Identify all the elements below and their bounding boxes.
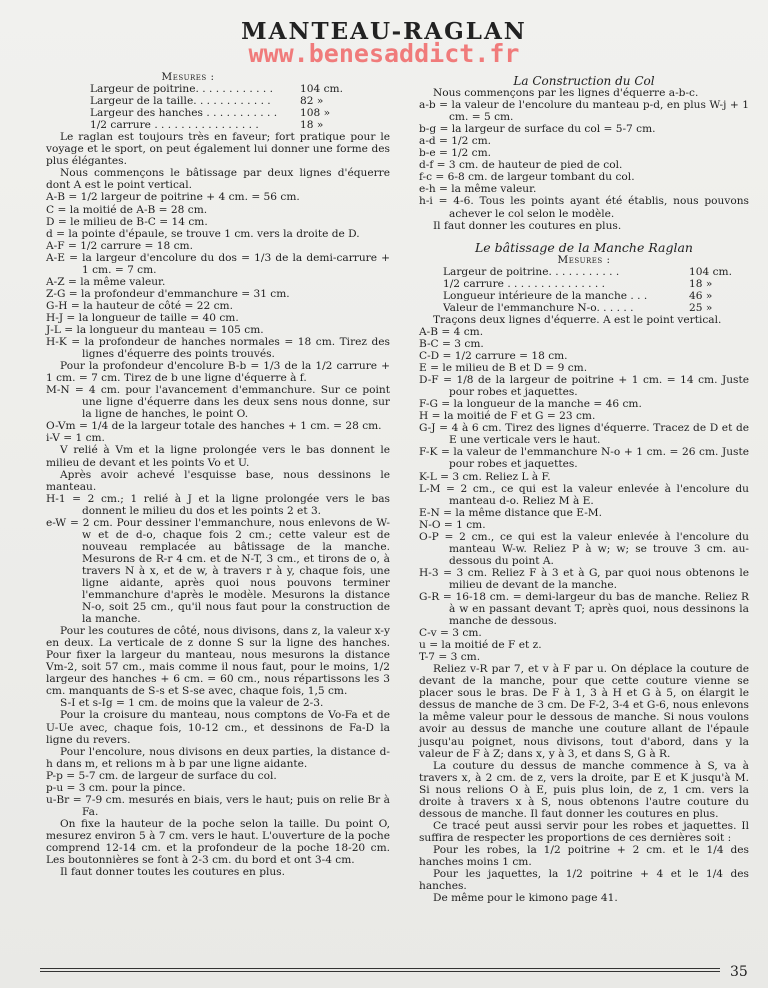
paragraph: Pour les coutures de côté, nous divisons, dans z, la valeur x-y en deux. La verticale de z donne S sur la ligne des hanches. Pour fixer la largeur du manteau, nous mesurons la distance Vm-2, soit 57 cm., mais comme il nous faut, pour le moins, 1/2 largeur des hanches + 6 cm. = 60 cm., nous répartissons les 3 cm. manquants de S-s et S-se avec, chaque fois, 1,5 cm. (46, 625, 390, 698)
paragraph: e-h = la même valeur. (419, 183, 537, 196)
paragraph: N-O = 1 cm. (419, 518, 486, 531)
measurement-value: 104 cm. (689, 265, 732, 278)
paragraph: A-Z = la même valeur. (46, 275, 166, 288)
measurement-value: 18 » (300, 119, 324, 132)
paragraph: H-3 = 3 cm. Reliez F à 3 et à G, par quoi nous obtenons le milieu de devant de la manche. (419, 566, 749, 591)
col-paragraphs (419, 87, 749, 232)
paragraph: H = la moitié de F et G = 23 cm. (419, 410, 596, 423)
paragraph: p-u = 3 cm. pour la pince. (46, 781, 186, 794)
paragraph: C-D = 1/2 carrure = 18 cm. (419, 350, 568, 363)
paragraph: A-F = 1/2 carrure = 18 cm. (46, 239, 193, 252)
paragraph: O-Vm = 1/4 de la largeur totale des hanches + 1 cm. = 28 cm. (46, 420, 382, 433)
measurement-row (90, 95, 360, 107)
paragraph: G-H = la hauteur de côté = 22 cm. (46, 299, 233, 312)
paragraph: Après avoir achevé l'esquisse base, nous dessinons le manteau. (46, 468, 390, 493)
measurement-row (90, 83, 360, 95)
paragraph: B-C = 3 cm. (419, 337, 484, 350)
paragraph: F-K = la valeur de l'emmanchure N-o + 1 cm. = 26 cm. Juste pour robes et jaquettes. (419, 446, 749, 471)
paragraph: Reliez v-R par 7, et v à F par u. On déplace la couture de devant de la manche, pour que cette couture vienne se placer sous le bras. De F à 1, 3 à H et G à 5, on élargit le dessus de manche de 3 cm. De F-2, 3-4 et G-6, nous enlevons la même valeur pour le dessous de manche. Si nous voulons avoir au dessus de manche une couture allant de l'épaule jusqu'au poignet, nous divisons, tout d'abord, dans y la valeur de F à Z; dans x, y à 3, et dans S, G à R. (419, 663, 749, 760)
measurement-label: Largeur de poitrine. . . . . . . . . . . . (90, 83, 273, 96)
paragraph: Ce tracé peut aussi servir pour les robes et jaquettes. Il suffira de respecter les proportions de ces dernières soit : (419, 819, 749, 844)
paragraph: u-Br = 7-9 cm. mesurés en biais, vers le haut; puis on relie Br à Fa. (46, 793, 390, 818)
paragraph: Traçons deux lignes d'équerre. A est le point vertical. (433, 313, 722, 326)
measurement-label: Longueur intérieure de la manche . . . (443, 289, 648, 302)
paragraph: Il faut donner les coutures en plus. (433, 219, 622, 232)
paragraph: i-V = 1 cm. (46, 432, 105, 445)
paragraph: La couture du dessus de manche commence à S, va à travers x, à 2 cm. de z, vers la droite, par E et K jusqu'à M. Si nous relions O à E, puis plus loin, de z, 1 cm. vers la droite à travers x à S, nous obtenons l'autre couture du dessous de manche. Il faut donner les coutures en plus. (419, 759, 749, 820)
paragraph: e-W = 2 cm. Pour dessiner l'emmanchure, nous enlevons de W-w et de d-o, chaque fois 2 cm.; cette valeur est de nouveau remplacée au bâtissage de la manche. Mesurons de R-r 4 cm. et de N-T, 3 cm., et tirons de o, à travers N à x, et de w, à travers r à y, chaque fois, une ligne aidante, après quoi nous pouvons terminer l'emmanchure d'après le modèle. Mesurons la distance N-o, soit 25 cm., qu'il nous faut pour la construction de la manche. (46, 516, 390, 626)
measurement-value: 25 » (689, 301, 713, 314)
paragraph: C = la moitié de A-B = 28 cm. (46, 203, 208, 216)
paragraph: Z-G = la profondeur d'emmanchure = 31 cm. (46, 287, 290, 300)
paragraph: G-J = 4 à 6 cm. Tirez des lignes d'équerre. Tracez de D et de E une verticale vers le haut. (419, 422, 749, 447)
measurement-label: Largeur des hanches . . . . . . . . . . . (90, 107, 278, 120)
paragraph: Pour l'encolure, nous divisons en deux parties, la distance d-h dans m, et relions m à b par une ligne aidante. (46, 745, 390, 770)
paragraph: Pour les robes, la 1/2 poitrine + 2 cm. et le 1/4 des hanches moins 1 cm. (419, 843, 749, 868)
paragraph: H-J = la longueur de taille = 40 cm. (46, 311, 239, 324)
paragraph: h-i = 4-6. Tous les points ayant été établis, nous pouvons achever le col selon le modèle. (419, 195, 749, 220)
paragraph: C-v = 3 cm. (419, 627, 482, 640)
paragraph: a-d = 1/2 cm. (419, 135, 492, 148)
measurement-row (90, 107, 360, 119)
paragraph: T-7 = 3 cm. (419, 651, 481, 664)
manche-paragraphs (419, 314, 749, 904)
paragraph: G-R = 16-18 cm. = demi-largeur du bas de manche. Reliez R à w en passant devant T; après quoi, nous dessinons la manche de dessous. (419, 590, 749, 628)
paragraph: M-N = 4 cm. pour l'avancement d'emmanchure. Sur ce point une ligne d'équerre dans les deux sens nous donne, sur la ligne de hanches, le point O. (46, 384, 390, 421)
col-heading: La Construction du Col (513, 74, 655, 88)
measurement-row (443, 290, 749, 302)
measurement-row (443, 302, 749, 314)
page-number: 35 (730, 964, 748, 980)
left-paragraphs (46, 131, 390, 878)
paragraph: d-f = 3 cm. de hauteur de pied de col. (419, 159, 623, 172)
paragraph: Nous commençons le bâtissage par deux lignes d'équerre dont A est le point vertical. (46, 167, 390, 192)
paragraph: D-F = 1/8 de la largeur de poitrine + 1 cm. = 14 cm. Juste pour robes et jaquettes. (419, 374, 749, 399)
measurement-label: 1/2 carrure . . . . . . . . . . . . . . . (443, 277, 605, 290)
manche-heading: Le bâtissage de la Manche Raglan (475, 239, 693, 255)
footer-rule (40, 968, 720, 969)
measurement-value: 82 » (300, 95, 324, 108)
left-column (46, 71, 390, 878)
measurement-label: 1/2 carrure . . . . . . . . . . . . . . . . (90, 119, 259, 132)
paragraph: u = la moitié de F et z. (419, 639, 542, 652)
left-mesures-list (46, 83, 390, 131)
paragraph: H-K = la profondeur de hanches normales = 18 cm. Tirez des lignes d'équerre des points trouvés. (46, 336, 390, 361)
paragraph: E-N = la même distance que E-M. (419, 506, 602, 519)
paragraph: Il faut donner toutes les coutures en plus. (60, 866, 285, 879)
measurement-row (90, 119, 360, 131)
paragraph: Pour les jaquettes, la 1/2 poitrine + 4 et le 1/4 des hanches. (419, 868, 749, 893)
right-mesures-list (419, 266, 749, 314)
paragraph: E = le milieu de B et D = 9 cm. (419, 362, 588, 375)
paragraph: J-L = la longueur du manteau = 105 cm. (46, 323, 264, 336)
paragraph: Pour la profondeur d'encolure B-b = 1/3 de la 1/2 carrure + 1 cm. = 7 cm. Tirez de b une ligne d'équerre à f. (46, 360, 390, 385)
paragraph: K-L = 3 cm. Reliez L à F. (419, 470, 551, 483)
left-mesures-heading: Mesures : (161, 71, 215, 83)
paragraph: D = le milieu de B-C = 14 cm. (46, 215, 208, 228)
paragraph: a-b = la valeur de l'encolure du manteau p-d, en plus W-j + 1 cm. = 5 cm. (419, 99, 749, 124)
measurement-label: Largeur de poitrine. . . . . . . . . . . (443, 265, 620, 278)
paragraph: O-P = 2 cm., ce qui est la valeur enlevée à l'encolure du manteau W-w. Reliez P à w; w; se trouve 3 cm. au-dessous du point A. (419, 530, 749, 567)
measurement-value: 108 » (300, 107, 331, 120)
right-mesures-heading: Mesures : (557, 253, 611, 266)
paragraph: A-B = 4 cm. (419, 325, 484, 338)
paragraph: A-B = 1/2 largeur de poitrine + 4 cm. = 56 cm. (46, 191, 300, 204)
measurement-label: Largeur de la taille. . . . . . . . . . . . (90, 95, 271, 108)
paragraph: H-1 = 2 cm.; 1 relié à J et la ligne prolongée vers le bas donnent le milieu du dos et les points 2 et 3. (46, 492, 390, 517)
paragraph: On fixe la hauteur de la poche selon la taille. Du point O, mesurez environ 5 à 7 cm. vers le haut. L'ouverture de la poche comprend 12-14 cm. et la profondeur de la poche 18-20 cm. Les boutonnières se font à 2-3 cm. du bord et ont 3-4 cm. (46, 817, 390, 867)
paragraph: d = la pointe d'épaule, se trouve 1 cm. vers la droite de D. (46, 227, 360, 240)
page-title: MANTEAU-RAGLAN (241, 18, 527, 45)
footer-rule-2 (40, 971, 720, 972)
paragraph: V relié à Vm et la ligne prolongée vers le bas donnent le milieu de devant et les points Vo et U. (46, 444, 390, 469)
measurement-row (443, 278, 749, 290)
right-column (419, 71, 749, 904)
measurement-row (443, 266, 749, 278)
paragraph: S-I et s-Ig = 1 cm. de moins que la valeur de 2-3. (60, 697, 324, 710)
paragraph: f-c = 6-8 cm. de largeur tombant du col. (419, 171, 635, 184)
measurement-value: 104 cm. (300, 83, 343, 96)
paragraph: De même pour le kimono page 41. (433, 892, 618, 905)
measurement-value: 46 » (689, 289, 713, 302)
paragraph: A-E = la largeur d'encolure du dos = 1/3 de la demi-carrure + 1 cm. = 7 cm. (46, 251, 390, 276)
paragraph: Le raglan est toujours très en faveur; fort pratique pour le voyage et le sport, on peut également lui donner une forme des plus élégantes. (46, 131, 390, 168)
measurement-value: 18 » (689, 277, 713, 290)
paragraph: P-p = 5-7 cm. de largeur de surface du col. (46, 769, 277, 782)
measurement-label: Valeur de l'emmanchure N-o. . . . . . (443, 301, 634, 314)
paragraph: b-e = 1/2 cm. (419, 147, 492, 160)
paragraph: Pour la croisure du manteau, nous comptons de Vo-Fa et de U-Ue avec, chaque fois, 10-12 cm., et dessinons de Fa-D la ligne du revers. (46, 709, 390, 746)
paragraph: L-M = 2 cm., ce qui est la valeur enlevée à l'encolure du manteau d-o. Reliez M à E. (419, 482, 749, 507)
paragraph: F-G = la longueur de la manche = 46 cm. (419, 398, 642, 411)
paragraph: b-g = la largeur de surface du col = 5-7 cm. (419, 123, 656, 136)
watermark: www.benesaddict.fr (248, 39, 520, 68)
paragraph: Nous commençons par les lignes d'équerre a-b-c. (433, 87, 699, 100)
